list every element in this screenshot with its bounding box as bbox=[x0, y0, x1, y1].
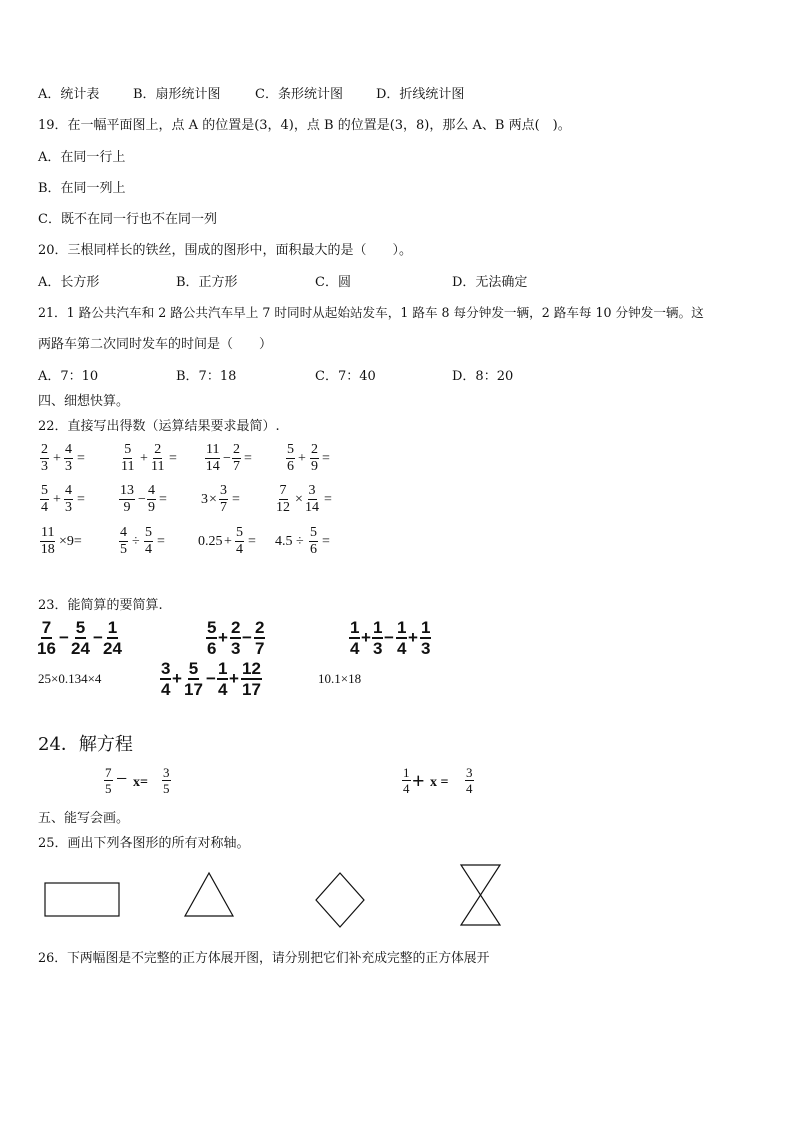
operator: + bbox=[53, 451, 61, 466]
operator: + bbox=[224, 534, 232, 549]
fraction: $\frac{7}{5}$ bbox=[105, 765, 112, 796]
fraction: $\frac{5}{11}$ bbox=[121, 442, 135, 474]
q20-option-a: A．长方形 bbox=[38, 275, 100, 290]
fraction: $\frac{1}{4}$ bbox=[350, 618, 360, 658]
q20-option-b: B．正方形 bbox=[176, 275, 238, 290]
fraction: $\frac{5}{4}$ bbox=[145, 525, 152, 557]
fraction: $\frac{1}{24}$ bbox=[103, 618, 122, 658]
fraction: $\frac{4}{3}$ bbox=[65, 483, 72, 515]
fraction: $\frac{5}{6}$ bbox=[287, 442, 294, 474]
operator: − bbox=[116, 768, 128, 790]
fraction: $\frac{1}{4}$ bbox=[218, 659, 228, 699]
hourglass-shape bbox=[461, 865, 500, 925]
operator: − bbox=[138, 492, 146, 507]
operator: ÷ bbox=[132, 534, 140, 549]
operator: − bbox=[206, 669, 216, 688]
operator: + bbox=[218, 628, 228, 647]
fraction: $\frac{1}{3}$ bbox=[373, 618, 383, 658]
equals-sign: = bbox=[322, 534, 330, 549]
fraction: $\frac{2}{9}$ bbox=[311, 442, 318, 474]
equals-sign: = bbox=[159, 492, 167, 507]
q26-stem: 26．下两幅图是不完整的正方体展开图，请分别把它们补充成完整的正方体展开 bbox=[38, 951, 490, 966]
q21-stem-line1: 21．1 路公共汽车和 2 路公共汽车早上 7 时同时从起始站发车，1 路车 8 每分钟发一辆，2 路车每 10 分钟发一辆。这 bbox=[38, 305, 704, 320]
operator: − bbox=[59, 628, 69, 647]
operator: ÷ bbox=[296, 534, 304, 549]
equals-sign: = bbox=[248, 534, 256, 549]
operator: + bbox=[361, 628, 371, 647]
q22-stem: 22．直接写出得数（运算结果要求最简）. bbox=[38, 419, 280, 434]
fraction: $\frac{5}{6}$ bbox=[310, 525, 317, 557]
q19-option-a: A．在同一行上 bbox=[38, 150, 126, 165]
q25-stem: 25．画出下列各图形的所有对称轴。 bbox=[38, 836, 250, 851]
operator: − bbox=[93, 628, 103, 647]
whole-number: 4.5 bbox=[275, 534, 293, 549]
q20-option-d: D．无法确定 bbox=[452, 275, 528, 290]
fraction: $\frac{2}{7}$ bbox=[255, 618, 265, 658]
fraction: $\frac{2}{3}$ bbox=[41, 442, 48, 474]
q18-option-a: A．统计表 bbox=[38, 87, 100, 102]
fraction: $\frac{2}{11}$ bbox=[151, 442, 165, 474]
operator: + bbox=[408, 628, 418, 647]
fraction: $\frac{1}{4}$ bbox=[403, 765, 410, 796]
fraction: $\frac{4}{5}$ bbox=[120, 525, 127, 557]
section-5-heading: 五、能写会画。 bbox=[38, 811, 130, 826]
fraction: $\frac{2}{3}$ bbox=[231, 618, 241, 658]
operator: + bbox=[298, 451, 306, 466]
q20-option-c: C．圆 bbox=[315, 275, 351, 290]
fraction: $\frac{3}{7}$ bbox=[220, 483, 227, 515]
fraction: $\frac{3}{4}$ bbox=[161, 659, 171, 699]
unknown-x: x= bbox=[133, 775, 148, 790]
equals-sign: = bbox=[77, 492, 85, 507]
q21-option-b: B．7：18 bbox=[176, 369, 237, 384]
operator: − bbox=[223, 451, 231, 466]
q20-stem: 20．三根同样长的铁丝，围成的图形中，面积最大的是（ ）。 bbox=[38, 243, 413, 258]
fraction: $\frac{4}{9}$ bbox=[148, 483, 155, 515]
fraction: $\frac{11}{14}$ bbox=[205, 442, 220, 474]
triangle-shape bbox=[185, 873, 233, 916]
equals-sign: = bbox=[322, 451, 330, 466]
q19-option-b: B．在同一列上 bbox=[38, 181, 126, 196]
q23-stem: 23．能简算的要简算. bbox=[38, 598, 163, 613]
whole-number: 3 bbox=[201, 492, 208, 507]
fraction: $\frac{1}{3}$ bbox=[421, 618, 431, 658]
unknown-x: x = bbox=[430, 775, 449, 790]
equals-sign: = bbox=[157, 534, 165, 549]
operator: + bbox=[140, 451, 148, 466]
fraction: $\frac{12}{17}$ bbox=[242, 659, 261, 699]
q21-option-c: C．7：40 bbox=[315, 369, 376, 384]
operator: × bbox=[295, 492, 303, 507]
fraction: $\frac{3}{14}$ bbox=[305, 483, 319, 515]
q19-stem: 19．在一幅平面图上，点 A 的位置是(3，4)，点 B 的位置是(3，8)，那么 A、B 两点( )。 bbox=[38, 118, 571, 133]
fraction: $\frac{3}{4}$ bbox=[466, 765, 473, 796]
fraction: $\frac{13}{9}$ bbox=[120, 483, 134, 515]
q18-option-b: B．扇形统计图 bbox=[133, 87, 221, 102]
section-4-heading: 四、细想快算。 bbox=[38, 394, 130, 409]
q21-option-d: D．8：20 bbox=[452, 369, 514, 384]
q23-expression-6: 10.1×18 bbox=[318, 671, 362, 686]
fraction: $\frac{5}{24}$ bbox=[71, 618, 90, 658]
equals-sign: = bbox=[169, 451, 177, 466]
operator: + bbox=[229, 669, 239, 688]
equals-sign: = bbox=[244, 451, 252, 466]
expression-tail: ×9= bbox=[59, 534, 82, 549]
fraction: $\frac{1}{4}$ bbox=[397, 618, 407, 658]
equals-sign: = bbox=[77, 451, 85, 466]
whole-number: 0.25 bbox=[198, 534, 223, 549]
rhombus-shape bbox=[316, 873, 364, 927]
equals-sign: = bbox=[324, 492, 332, 507]
fraction: $\frac{5}{4}$ bbox=[236, 525, 243, 557]
rectangle-shape bbox=[45, 883, 119, 916]
operator: + bbox=[172, 669, 182, 688]
fraction: $\frac{7}{16}$ bbox=[37, 618, 56, 658]
fraction: $\frac{3}{5}$ bbox=[163, 765, 170, 796]
q19-option-c: C．既不在同一行也不在同一列 bbox=[38, 212, 217, 227]
fraction: $\frac{2}{7}$ bbox=[233, 442, 240, 474]
q24-label: 24．解方程 bbox=[38, 734, 133, 755]
q18-option-d: D．折线统计图 bbox=[376, 87, 465, 102]
equals-sign: = bbox=[232, 492, 240, 507]
operator: × bbox=[209, 492, 217, 507]
fraction: $\frac{7}{12}$ bbox=[276, 483, 290, 515]
operator: − bbox=[384, 628, 394, 647]
q21-stem-line2: 两路车第二次同时发车的时间是（ ） bbox=[38, 337, 273, 352]
q18-option-c: C．条形统计图 bbox=[255, 87, 343, 102]
fraction: $\frac{5}{4}$ bbox=[41, 483, 48, 515]
operator: − bbox=[242, 628, 252, 647]
operator: + bbox=[53, 492, 61, 507]
fraction: $\frac{5}{17}$ bbox=[184, 659, 203, 699]
operator: + bbox=[412, 768, 425, 793]
fraction: $\frac{4}{3}$ bbox=[65, 442, 72, 474]
q21-option-a: A．7：10 bbox=[38, 369, 99, 384]
q23-expression-4: 25×0.134×4 bbox=[38, 671, 102, 686]
fraction: $\frac{5}{6}$ bbox=[207, 618, 217, 658]
fraction: $\frac{11}{18}$ bbox=[40, 525, 55, 557]
